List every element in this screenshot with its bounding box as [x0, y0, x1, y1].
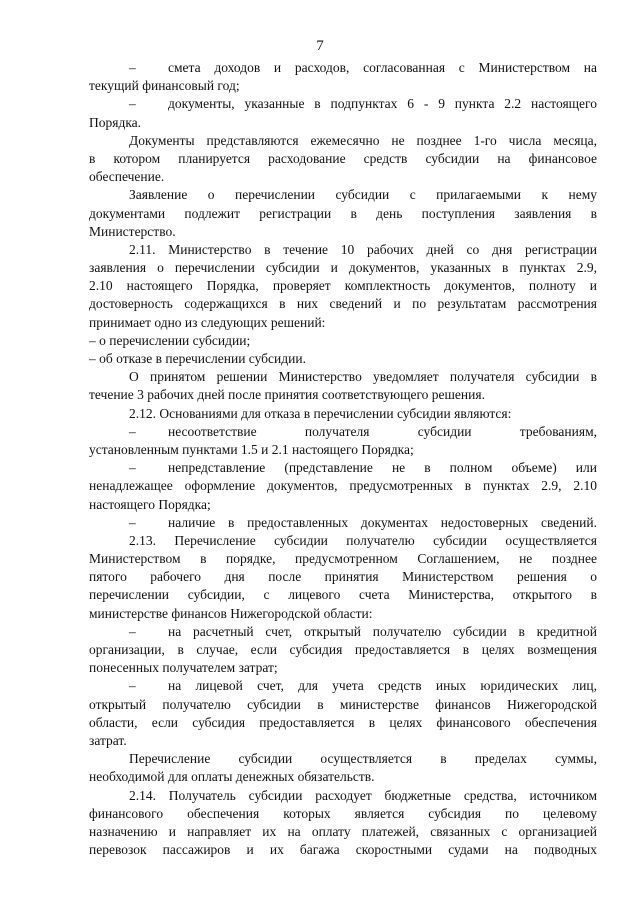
bullet-line	[89, 514, 597, 532]
bullet-dash: –	[129, 60, 136, 75]
bullet-dash: –	[129, 678, 136, 694]
text-line: установленным пунктами 1.5 и 2.1 настоящего Порядка;	[89, 441, 414, 457]
text-line: О принятом решении Министерство уведомляет получателя субсидии в	[129, 369, 597, 385]
bullet-dash: –	[129, 623, 136, 639]
bullet-text: непредставление (представление не в полном объеме) или	[168, 460, 597, 476]
text-line: министерстве финансов Нижегородской области:	[89, 605, 373, 621]
text-line: Министерством в порядке, предусмотренном Соглашением, не позднее	[89, 551, 597, 567]
text-line: затрат.	[89, 732, 127, 748]
text-line: Порядка.	[89, 114, 142, 130]
text-line: открытый получателю субсидии в министерстве финансов Нижегородской	[89, 696, 597, 712]
bullet-text: смета доходов и расходов, согласованная с Министерством на	[168, 60, 597, 75]
bullet-dash: –	[129, 96, 136, 112]
text-line: финансового обеспечения которых является субсидия по целевому	[89, 805, 597, 821]
text-line: принимает одно из следующих решений:	[89, 314, 326, 330]
text-line: документами подлежит регистрации в день поступления заявления в	[89, 205, 597, 221]
page-number: 7	[316, 38, 324, 54]
text-line: – о перечислении субсидии;	[89, 332, 251, 348]
text-line: обеспечение.	[89, 169, 165, 185]
text-line: 2.14. Получатель субсидии расходует бюджетные средства, источником	[129, 787, 597, 803]
bullet-dash: –	[129, 514, 136, 530]
text-line: настоящего Порядка;	[89, 496, 211, 512]
bullet-text: на расчетный счет, открытый получателю субсидии в кредитной	[168, 623, 597, 639]
text-line: организации, в случае, если субсидия предоставляется в целях возмещения	[89, 642, 597, 657]
text-line: Заявление о перечислении субсидии с прилагаемыми к нему	[129, 187, 597, 203]
document-body	[89, 59, 597, 859]
bullet-text: несоответствие получателя субсидии требованиям,	[168, 423, 597, 439]
bullet-text: на лицевой счет, для учета средств иных юридических лиц,	[168, 678, 597, 694]
text-line: текущий финансовый год;	[89, 78, 240, 94]
text-line: ненадлежащее оформление документов, предусмотренных в пунктах 2.9, 2.10	[89, 478, 597, 494]
bullet-line	[89, 423, 597, 441]
text-line: необходимой для оплаты денежных обязательств.	[89, 769, 375, 785]
text-line: течение 3 рабочих дней после принятия соответствующего решения.	[89, 387, 485, 403]
text-line: достоверность содержащихся в них сведений и по результатам рассмотрения	[89, 296, 597, 312]
bullet-line	[89, 95, 597, 113]
bullet-line	[89, 623, 597, 641]
bullet-line	[89, 677, 597, 695]
text-line: Перечисление субсидии осуществляется в пределах суммы,	[129, 751, 597, 767]
text-line: перечислении субсидии, с лицевого счета Министерства, открытого в	[89, 587, 597, 603]
bullet-line	[89, 59, 597, 77]
bullet-line	[89, 459, 597, 477]
text-line: пятого рабочего дня после принятия Министерством решения о	[89, 569, 597, 585]
text-line: 2.11. Министерство в течение 10 рабочих дней со дня регистрации	[129, 241, 597, 257]
bullet-text: наличие в предоставленных документах недостоверных сведений.	[168, 514, 597, 530]
text-line: Документы представляются ежемесячно не позднее 1-го числа месяца,	[129, 132, 597, 148]
text-line: заявления о перечислении субсидии и документов, указанных в пунктах 2.9,	[89, 260, 597, 276]
text-line: Министерство.	[89, 223, 176, 239]
bullet-dash: –	[129, 460, 136, 476]
bullet-text: документы, указанные в подпунктах 6 - 9 пункта 2.2 настоящего	[168, 96, 597, 112]
text-line: понесенных получателем затрат;	[89, 660, 278, 676]
text-line: 2.12. Основаниями для отказа в перечислении субсидии являются:	[129, 405, 512, 421]
text-line: в котором планируется расходование средств субсидии на финансовое	[89, 150, 597, 166]
text-line: области, если субсидия предоставляется в целях финансового обеспечения	[89, 714, 597, 730]
text-line: 2.10 настоящего Порядка, проверяет комплектность документов, полноту и	[89, 278, 597, 294]
text-line: назначению и направляет их на оплату платежей, связанных с организацией	[89, 823, 597, 839]
text-line: перевозок пассажиров и их багажа скоростными судами на подводных	[89, 842, 597, 858]
text-line: – об отказе в перечислении субсидии.	[89, 351, 306, 366]
text-line: 2.13. Перечисление субсидии получателю субсидии осуществляется	[129, 532, 597, 548]
bullet-dash: –	[129, 423, 136, 439]
